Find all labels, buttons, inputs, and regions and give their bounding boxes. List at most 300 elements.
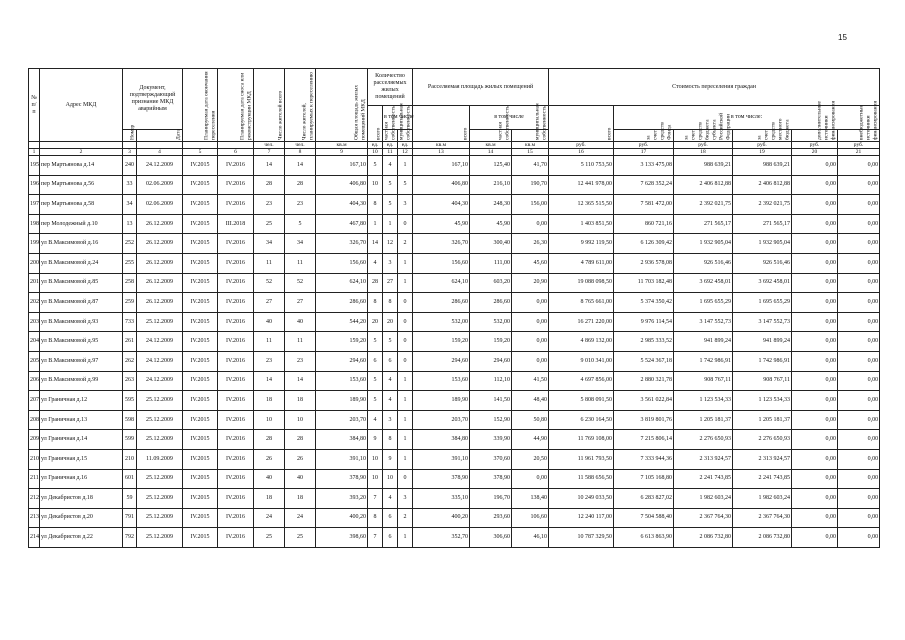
table-cell: 3 147 552,73 — [674, 312, 733, 332]
table-cell: 3 819 801,76 — [614, 410, 674, 430]
table-cell: пер Мартьянова д.58 — [40, 195, 123, 215]
table-cell: IV.2015 — [183, 293, 218, 313]
column-number-cell: 15 — [512, 149, 549, 156]
header-residents: Число жителей всего — [254, 69, 285, 142]
table-cell: 26 — [254, 449, 285, 469]
table-cell: 0,00 — [838, 469, 880, 489]
table-cell: 201 — [29, 273, 40, 293]
table-cell: 4 — [383, 156, 398, 176]
table-cell: 26.12.2009 — [137, 253, 183, 273]
table-cell: 25.12.2009 — [137, 489, 183, 509]
table-cell: IV.2015 — [183, 332, 218, 352]
table-cell: 248,30 — [470, 195, 512, 215]
table-cell: 14 — [285, 371, 316, 391]
table-row — [29, 293, 880, 313]
column-number-cell: 11 — [383, 149, 398, 156]
table-cell: ул Декабристов д.18 — [40, 489, 123, 509]
table-cell: 1 695 655,29 — [674, 293, 733, 313]
table-cell: 7 628 352,24 — [614, 175, 674, 195]
table-cell: 294,60 — [470, 351, 512, 371]
table-row — [29, 214, 880, 234]
table-cell: 3 561 022,84 — [614, 391, 674, 411]
table-cell: 286,60 — [413, 293, 470, 313]
column-number-cell: 2 — [40, 149, 123, 156]
table-cell: 0,00 — [792, 195, 838, 215]
column-number-cell: 13 — [413, 149, 470, 156]
table-cell: 1 982 603,24 — [674, 489, 733, 509]
table-cell: 206 — [29, 371, 40, 391]
table-cell: 28 — [285, 175, 316, 195]
table-cell: 25 — [254, 214, 285, 234]
table-cell: 8 — [368, 508, 383, 528]
table-cell: 0,00 — [792, 391, 838, 411]
table-cell: 1 932 905,04 — [674, 234, 733, 254]
column-number-cell: 14 — [470, 149, 512, 156]
header-doc-number: Номер — [123, 130, 137, 142]
table-cell: IV.2016 — [218, 371, 254, 391]
table-cell: 0,00 — [838, 234, 880, 254]
table-cell: ул Декабристов д.22 — [40, 528, 123, 548]
table-cell: 40 — [254, 312, 285, 332]
table-cell: 378,90 — [316, 469, 368, 489]
table-cell: 378,90 — [413, 469, 470, 489]
table-cell: 0,00 — [838, 449, 880, 469]
table-cell: 26 — [285, 449, 316, 469]
table-row — [29, 410, 880, 430]
table-cell: 2 241 743,85 — [674, 469, 733, 489]
table-cell: 23 — [254, 195, 285, 215]
table-cell: 544,20 — [316, 312, 368, 332]
table-cell: 40 — [285, 312, 316, 332]
table-cell: 6 126 309,42 — [614, 234, 674, 254]
table-cell: 262 — [123, 351, 137, 371]
header-cost-additional: дополнительные источники финансирования — [792, 130, 838, 142]
table-cell: 24 — [285, 508, 316, 528]
table-cell: 28 — [285, 430, 316, 450]
table-cell: 941 899,24 — [733, 332, 792, 352]
table-cell: 9 992 119,50 — [549, 234, 614, 254]
table-cell: 25.12.2009 — [137, 469, 183, 489]
table-cell: 400,20 — [316, 508, 368, 528]
table-cell: IV.2016 — [218, 253, 254, 273]
table-cell: 27 — [285, 293, 316, 313]
table-cell: 11 961 793,50 — [549, 449, 614, 469]
table-cell: 0 — [398, 214, 413, 234]
table-cell: 252 — [123, 234, 137, 254]
table-cell: 2 241 743,85 — [733, 469, 792, 489]
table-cell: ул Граничная д.16 — [40, 469, 123, 489]
table-cell: 28 — [368, 273, 383, 293]
table-cell: 1 742 986,91 — [733, 351, 792, 371]
table-cell: 14 — [254, 371, 285, 391]
table-cell: 204 — [29, 332, 40, 352]
table-cell: 25.12.2009 — [137, 391, 183, 411]
table-cell: 0 — [398, 312, 413, 332]
table-cell: 40 — [285, 469, 316, 489]
table-cell: IV.2015 — [183, 449, 218, 469]
table-cell: 0,00 — [838, 312, 880, 332]
table-cell: пер Молодежный д.10 — [40, 214, 123, 234]
table-cell: 393,20 — [316, 489, 368, 509]
table-cell: 50,80 — [512, 410, 549, 430]
table-cell: 200 — [29, 253, 40, 273]
header-cost-incl: в том числе: — [614, 106, 880, 130]
table-row — [29, 156, 880, 176]
table-cell: 203 — [29, 312, 40, 332]
unit-cell: кв.м — [413, 142, 470, 149]
table-cell: IV.2016 — [218, 449, 254, 469]
table-cell: 5 — [368, 391, 383, 411]
table-cell: 34 — [254, 234, 285, 254]
table-cell: 860 721,16 — [614, 214, 674, 234]
table-cell: 27 — [383, 273, 398, 293]
table-cell: 0,00 — [792, 449, 838, 469]
table-cell: ул Граничная д.15 — [40, 449, 123, 469]
table-cell: 25.12.2009 — [137, 410, 183, 430]
table-cell: 941 899,24 — [674, 332, 733, 352]
unit-cell: руб. — [674, 142, 733, 149]
table-row — [29, 253, 880, 273]
table-cell: 210 — [29, 449, 40, 469]
table-cell: 167,10 — [316, 156, 368, 176]
table-cell: 240 — [123, 156, 137, 176]
table-cell: 0,00 — [838, 253, 880, 273]
table-cell: 0,00 — [512, 332, 549, 352]
table-cell: 733 — [123, 312, 137, 332]
table-cell: 2 — [398, 508, 413, 528]
table-cell: 0 — [398, 351, 413, 371]
table-cell: 1 — [398, 391, 413, 411]
table-cell: 2 880 321,78 — [614, 371, 674, 391]
table-cell: 28 — [254, 430, 285, 450]
table-cell: 4 789 611,00 — [549, 253, 614, 273]
table-cell: 12 240 117,00 — [549, 508, 614, 528]
table-cell: 18 — [285, 391, 316, 411]
table-cell: 0,00 — [512, 312, 549, 332]
page-number: 15 — [838, 33, 847, 42]
table-cell: 1 — [398, 253, 413, 273]
table-cell: 208 — [29, 410, 40, 430]
table-cell: 0,00 — [792, 351, 838, 371]
table-cell: 0,00 — [838, 293, 880, 313]
table-cell: 0,00 — [838, 156, 880, 176]
table-cell: 400,20 — [413, 508, 470, 528]
column-number-cell: 20 — [792, 149, 838, 156]
table-cell: 11 — [254, 253, 285, 273]
table-cell: 6 — [383, 508, 398, 528]
table-cell: 391,10 — [413, 449, 470, 469]
table-cell: 34 — [123, 195, 137, 215]
table-cell: 10 — [383, 469, 398, 489]
table-cell: 02.06.2009 — [137, 195, 183, 215]
table-cell: 156,00 — [512, 195, 549, 215]
table-cell: ул В.Максимовой д.87 — [40, 293, 123, 313]
table-cell: 404,30 — [316, 195, 368, 215]
table-cell: 378,90 — [470, 469, 512, 489]
column-number-cell: 5 — [183, 149, 218, 156]
table-cell: 1 932 905,04 — [733, 234, 792, 254]
table-row — [29, 332, 880, 352]
table-cell: 258 — [123, 273, 137, 293]
table-cell: 106,60 — [512, 508, 549, 528]
table-cell: 532,00 — [413, 312, 470, 332]
table-row — [29, 508, 880, 528]
table-cell: 11 — [285, 332, 316, 352]
table-cell: 1 205 181,37 — [674, 410, 733, 430]
table-cell: 339,90 — [470, 430, 512, 450]
table-cell: 5 — [383, 332, 398, 352]
table-cell: 5 — [368, 332, 383, 352]
table-cell: 0,00 — [792, 469, 838, 489]
table-cell: 271 565,17 — [733, 214, 792, 234]
table-cell: 159,20 — [316, 332, 368, 352]
table-cell: 0,00 — [792, 371, 838, 391]
table-cell: 263 — [123, 371, 137, 391]
column-number-cell: 7 — [254, 149, 285, 156]
table-cell: 12 — [383, 234, 398, 254]
table-cell: 326,70 — [316, 234, 368, 254]
table-cell: 326,70 — [413, 234, 470, 254]
table-cell: 2 276 650,93 — [674, 430, 733, 450]
table-cell: 25 — [254, 528, 285, 548]
column-numbers-row — [29, 149, 880, 156]
table-cell: IV.2015 — [183, 528, 218, 548]
table-row — [29, 489, 880, 509]
table-row — [29, 371, 880, 391]
table-cell: 406,80 — [413, 175, 470, 195]
table-cell: 0,00 — [838, 489, 880, 509]
table-cell: 300,40 — [470, 234, 512, 254]
table-cell: 156,60 — [316, 253, 368, 273]
unit-cell: ед. — [368, 142, 383, 149]
table-cell: 156,60 — [413, 253, 470, 273]
table-cell: 0,00 — [792, 410, 838, 430]
table-cell: 211 — [29, 469, 40, 489]
table-cell: IV.2015 — [183, 234, 218, 254]
table-cell: 11.09.2009 — [137, 449, 183, 469]
table-cell: 2 086 732,80 — [674, 528, 733, 548]
table-cell: 352,70 — [413, 528, 470, 548]
table-cell: 2 — [398, 234, 413, 254]
table-cell: 0,00 — [838, 371, 880, 391]
table-cell: 0,00 — [838, 214, 880, 234]
table-cell: 791 — [123, 508, 137, 528]
table-cell: 125,40 — [470, 156, 512, 176]
table-cell: 24.12.2009 — [137, 156, 183, 176]
table-cell: 3 — [398, 489, 413, 509]
units-row — [29, 142, 880, 149]
table-cell: 189,90 — [413, 391, 470, 411]
table-cell: 598 — [123, 410, 137, 430]
table-cell: 1 — [398, 430, 413, 450]
table-cell: 41,70 — [512, 156, 549, 176]
table-cell: 25.12.2009 — [137, 312, 183, 332]
table-cell: 45,90 — [413, 214, 470, 234]
table-cell: 624,10 — [413, 273, 470, 293]
table-cell: 2 392 021,75 — [674, 195, 733, 215]
table-cell: 159,20 — [470, 332, 512, 352]
unit-cell: руб. — [614, 142, 674, 149]
table-cell: 792 — [123, 528, 137, 548]
table-cell: 908 767,11 — [733, 371, 792, 391]
header-cost-total: всего — [549, 106, 614, 142]
table-cell: 209 — [29, 430, 40, 450]
table-cell: 2 086 732,80 — [733, 528, 792, 548]
table-cell: 286,60 — [316, 293, 368, 313]
header-total-area: Общая площадь жилых помещений МКД — [316, 69, 368, 142]
table-cell: 10 — [254, 410, 285, 430]
table-cell: 27 — [254, 293, 285, 313]
table-cell: IV.2015 — [183, 391, 218, 411]
table-cell: 624,10 — [316, 273, 368, 293]
table-cell: 2 313 924,57 — [733, 449, 792, 469]
table-row — [29, 449, 880, 469]
table-cell: 6 — [383, 528, 398, 548]
table-cell: 0,00 — [792, 508, 838, 528]
table-cell: 384,80 — [316, 430, 368, 450]
table-cell: 52 — [285, 273, 316, 293]
unit-cell: чел. — [285, 142, 316, 149]
column-number-cell: 9 — [316, 149, 368, 156]
table-cell: 25.12.2009 — [137, 508, 183, 528]
table-cell: 6 — [383, 351, 398, 371]
header-area-private: частная собственность — [470, 130, 512, 142]
table-cell: 112,10 — [470, 371, 512, 391]
table-cell: 1 403 851,50 — [549, 214, 614, 234]
table-cell: 10 — [368, 469, 383, 489]
table-cell: 1 123 534,33 — [733, 391, 792, 411]
table-cell: 13 — [123, 214, 137, 234]
table-cell: 33 — [123, 175, 137, 195]
table-cell: 1 — [398, 273, 413, 293]
table-cell: 11 769 108,00 — [549, 430, 614, 450]
table-cell: 203,70 — [413, 410, 470, 430]
column-number-cell: 19 — [733, 149, 792, 156]
header-rooms-count: Количество расселяемых жилых помещений — [368, 69, 413, 106]
unit-cell — [218, 142, 254, 149]
table-cell: 9 976 114,54 — [614, 312, 674, 332]
table-cell: ул В.Максимовой д.97 — [40, 351, 123, 371]
header-cost: Стоимость переселения граждан — [549, 69, 880, 106]
table-cell: IV.2015 — [183, 351, 218, 371]
header-no: № п/п — [29, 69, 40, 142]
table-cell: IV.2016 — [218, 156, 254, 176]
table-cell: 3 — [383, 253, 398, 273]
unit-cell — [123, 142, 137, 149]
table-cell: 2 367 764,30 — [674, 508, 733, 528]
column-number-cell: 4 — [137, 149, 183, 156]
table-cell: 1 — [383, 214, 398, 234]
table-cell: 1 — [398, 156, 413, 176]
table-cell: 24 — [254, 508, 285, 528]
table-cell: 14 — [254, 156, 285, 176]
table-row — [29, 195, 880, 215]
table-cell: 2 406 812,88 — [733, 175, 792, 195]
table-cell: 214 — [29, 528, 40, 548]
table-cell: 4 — [368, 410, 383, 430]
table-cell: 24.12.2009 — [137, 332, 183, 352]
table-cell: ул Граничная д.12 — [40, 391, 123, 411]
table-cell: 261 — [123, 332, 137, 352]
table-cell: 16 271 220,00 — [549, 312, 614, 332]
table-cell: 286,60 — [470, 293, 512, 313]
table-cell: 0 — [398, 469, 413, 489]
table-cell: 14 — [285, 156, 316, 176]
table-cell: 1 — [398, 410, 413, 430]
table-cell: 7 105 168,80 — [614, 469, 674, 489]
table-cell: 7 215 806,14 — [614, 430, 674, 450]
table-cell: IV.2016 — [218, 508, 254, 528]
table-cell: 197 — [29, 195, 40, 215]
table-cell: 601 — [123, 469, 137, 489]
table-cell: 0,00 — [792, 489, 838, 509]
header-area-total: всего — [413, 106, 470, 142]
table-cell: 153,60 — [316, 371, 368, 391]
table-cell: IV.2016 — [218, 273, 254, 293]
table-cell: 0,00 — [792, 293, 838, 313]
header-cost-local: за счет средств местного бюджета — [733, 130, 792, 142]
table-cell: 294,60 — [316, 351, 368, 371]
table-cell: 0,00 — [792, 175, 838, 195]
table-cell: IV.2016 — [218, 469, 254, 489]
table-cell: 11 703 182,48 — [614, 273, 674, 293]
table-cell: 0,00 — [838, 332, 880, 352]
table-cell: 4 — [368, 253, 383, 273]
table-cell: IV.2016 — [218, 528, 254, 548]
table-cell: 0,00 — [838, 391, 880, 411]
table-cell: 0,00 — [792, 273, 838, 293]
table-cell: 205 — [29, 351, 40, 371]
table-cell: 12 441 978,00 — [549, 175, 614, 195]
table-cell: ул Граничная д.14 — [40, 430, 123, 450]
table-cell: 153,60 — [413, 371, 470, 391]
unit-cell: кв.м — [512, 142, 549, 149]
table-cell: 1 742 986,91 — [674, 351, 733, 371]
table-cell: 152,90 — [470, 410, 512, 430]
table-cell: 10 — [368, 449, 383, 469]
table-cell: 02.06.2009 — [137, 175, 183, 195]
table-cell: 0,00 — [792, 430, 838, 450]
table-cell: 0,00 — [838, 508, 880, 528]
table-cell: 532,00 — [470, 312, 512, 332]
table-cell: 467,80 — [316, 214, 368, 234]
table-cell: ул В.Максимовой д.93 — [40, 312, 123, 332]
table-cell: 5 374 350,42 — [614, 293, 674, 313]
table-cell: IV.2016 — [218, 293, 254, 313]
table-cell: IV.2016 — [218, 195, 254, 215]
table-cell: IV.2015 — [183, 410, 218, 430]
header-doc-date: Дата — [137, 130, 183, 142]
table-cell: 0,00 — [792, 214, 838, 234]
table-cell: 12 365 515,50 — [549, 195, 614, 215]
table-cell: IV.2015 — [183, 371, 218, 391]
unit-cell: кв.м — [470, 142, 512, 149]
table-cell: 11 588 656,50 — [549, 469, 614, 489]
unit-cell: руб. — [733, 142, 792, 149]
table-cell: 7 581 472,00 — [614, 195, 674, 215]
table-cell: 46,10 — [512, 528, 549, 548]
table-cell: 20,50 — [512, 449, 549, 469]
table-cell: IV.2015 — [183, 273, 218, 293]
table-cell: 1 — [398, 371, 413, 391]
table-cell: пер Мартьянова д.14 — [40, 156, 123, 176]
column-number-cell: 16 — [549, 149, 614, 156]
table-cell: 2 936 578,08 — [614, 253, 674, 273]
table-cell: 0,00 — [512, 351, 549, 371]
table-cell: 5 524 367,18 — [614, 351, 674, 371]
table-cell: 8 765 661,00 — [549, 293, 614, 313]
column-number-cell: 1 — [29, 149, 40, 156]
